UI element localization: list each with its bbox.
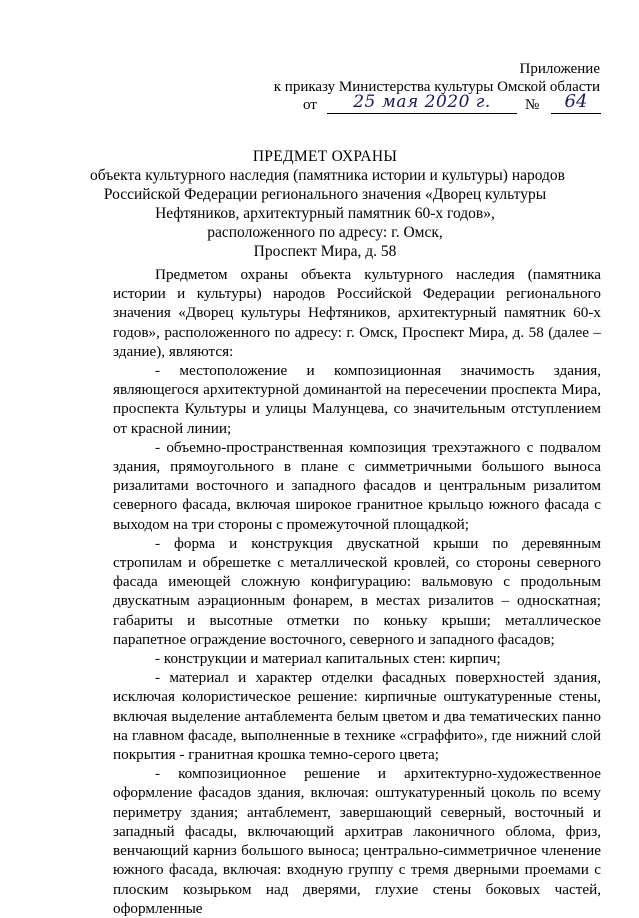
appendix-label: Приложение [519, 61, 600, 77]
protection-item-facade-finish: - материал и характер отделки фасадных поверхностей здания, исключая колористическое решение: кирпичные оштукатуренные стены, включая выделение антаблемента белым цветом и два тематических панно на главном фасаде, выполненные в технике «сграффито», где нижний слой покрытия - гранитная крошка темно-серого цвета; [113, 669, 601, 764]
appendix-header [250, 60, 600, 96]
protection-item-volume-composition: - объемно-пространственная композиция трехэтажного с подвалом здания, прямоугольного в плане с симметричными большого выноса ризалитами восточного и западного фасадов и центральным ризалитом северного фасада, включая широкое гранитное крыльцо южного фасада с выходом на три стороны с промежуточной площадкой; [113, 438, 601, 533]
document-body [113, 265, 601, 918]
title-line-4: расположенного по адресу: г. Омск, [207, 224, 443, 241]
protection-item-facade-design: - композиционное решение и архитектурно-художественное оформление фасадов здания, включая: оштукатуренный цоколь по всему периметру здания; антаблемент, завершающий северный, восточный и западный фасады, включающий архитрав лаконичного облома, фриз, венчающий карниз большого выноса; центрально-симметричное членение южного фасада, включая: входную группу с тремя дверными проемами с плоским козырьком над дверями, глухие стены боковых частей, оформленные [113, 765, 601, 917]
protection-item-roof: - форма и конструкция двускатной крыши по деревянным стропилам и обрешетке с металлической кровлей, со стороны северного фасада имеющей сложную конфигурацию: вальмовую с продольным двускатным аэрационным фонарем, в местах ризалитов – односкатная; габариты и высотные отметки по коньку крыши; металлическое парапетное ограждение восточного, северного и западного фасадов; [113, 534, 601, 648]
order-date-number-line [303, 91, 603, 116]
title-line-3: Нефтяников, архитектурный памятник 60-х годов», [155, 205, 495, 222]
page-title: ПРЕДМЕТ ОХРАНЫ [252, 148, 398, 165]
order-number-label: № [525, 97, 540, 113]
document-title-block [90, 147, 566, 261]
order-from-label: от [303, 97, 317, 113]
title-line-2: Российской Федерации регионального значения «Дворец культуры [103, 186, 547, 203]
protection-item-walls: - конструкции и материал капитальных стен: кирпич; [155, 650, 501, 668]
order-number-handwritten: 64 [551, 91, 601, 114]
title-line-5: Проспект Мира, д. 58 [253, 243, 397, 260]
intro-paragraph: Предметом охраны объекта культурного наследия (памятника истории и культуры) народов Российской Федерации регионального значения «Дворец культуры Нефтяников, архитектурный памятник 60-х годов», расположенного по адресу: г. Омск, Проспект Мира, д. 58 (далее – здание), являются: [113, 266, 601, 360]
title-line-1: объекта культурного наследия (памятника истории и культуры) народов [90, 167, 566, 184]
protection-item-location: - местоположение и композиционная значимость здания, являющегося архитектурной доминантой на пересечении проспекта Мира, проспекта Культуры и улицы Малунцева, со значительным отступлением от красной линии; [113, 362, 601, 437]
order-reference: к приказу Министерства культуры Омской области [273, 79, 600, 95]
order-date-handwritten: 25 мая 2020 г. [327, 92, 517, 114]
